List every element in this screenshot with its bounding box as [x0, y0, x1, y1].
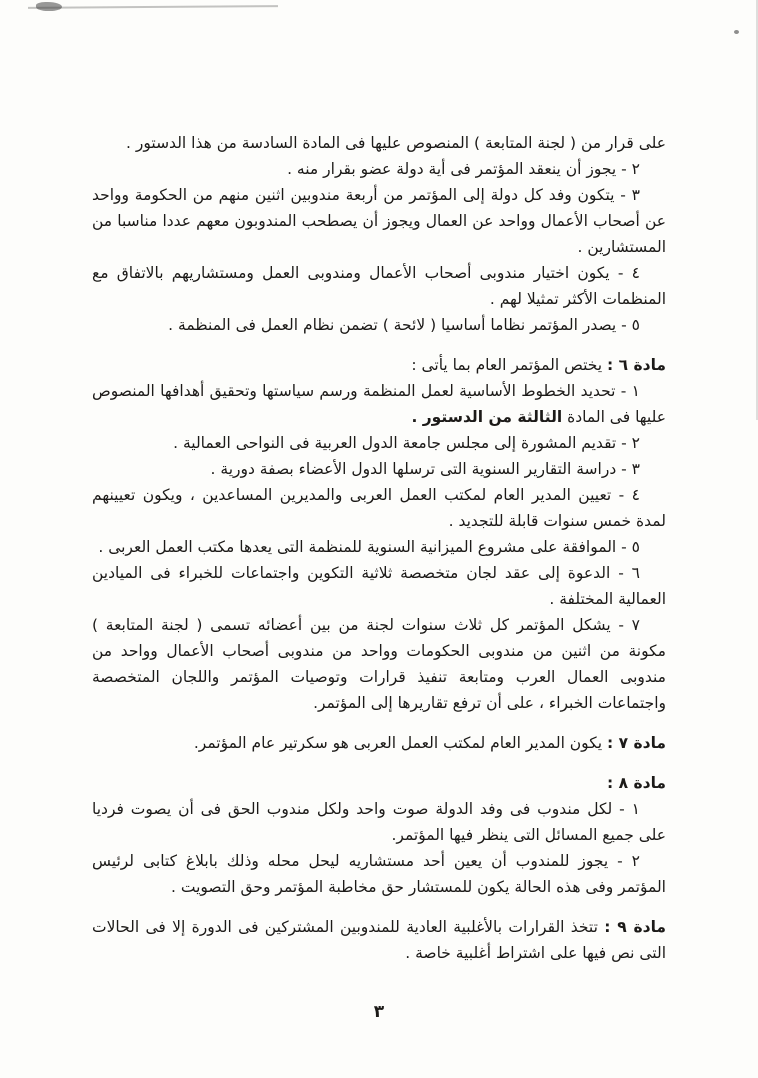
- paragraph-text: ٧ - يشكل المؤتمر كل ثلاث سنوات لجنة من بين أعضائه تسمى ( لجنة المتابعة ) مكونة من اثنين من مندوبى الحكومات وواحد من مندوبى أصحاب الأعمال وواحد من مندوبى العمال العرب ومتابعة تنفيذ قرارات وتوصيات المؤتمر واللجان المتخصصة واجتماعات الخبراء ، على أن ترفع تقاريرها إلى المؤتمر.: [92, 616, 666, 712]
- paragraph-text: ٥ - يصدر المؤتمر نظاما أساسيا ( لائحة ) تضمن نظام العمل فى المنظمة .: [168, 316, 640, 334]
- article-number: مادة ٨ :: [607, 774, 666, 792]
- article-number: مادة ٩ :: [604, 918, 666, 936]
- paragraph-text: ١ - لكل مندوب فى وفد الدولة صوت واحد ولكل مندوب الحق فى أن يصوت فرديا على جميع المسائل التى ينظر فيها المؤتمر.: [92, 800, 666, 844]
- paragraph-text: ٢ - تقديم المشورة إلى مجلس جامعة الدول العربية فى النواحى العمالية .: [173, 434, 640, 452]
- paragraph-text: يكون المدير العام لمكتب العمل العربى هو سكرتير عام المؤتمر.: [193, 734, 607, 752]
- paragraph-text: ٤ - تعيين المدير العام لمكتب العمل العربى والمديرين المساعدين ، ويكون تعيينهم لمدة خمس سنوات قابلة للتجديد .: [92, 486, 666, 530]
- list-item: [92, 156, 666, 182]
- paragraph-text: ٢ - يجوز أن ينعقد المؤتمر فى أية دولة عضو بقرار منه .: [287, 160, 640, 178]
- paragraph-text: ٢ - يجوز للمندوب أن يعين أحد مستشاريه ليحل محله وذلك بابلاغ كتابى لرئيس المؤتمر وفى هذه الحالة يكون للمستشار حق مخاطبة المؤتمر وحق التصويت .: [92, 852, 666, 896]
- paragraph-text: ٤ - يكون اختيار مندوبى أصحاب الأعمال ومندوبى العمل ومستشاريهم بالاتفاق مع المنظمات الأكثر تمثيلا لهم .: [92, 264, 666, 308]
- paragraph-text: ٥ - الموافقة على مشروع الميزانية السنوية للمنظمة التى يعدها مكتب العمل العربى .: [98, 538, 640, 556]
- list-item: [92, 612, 666, 716]
- article-8-heading: [92, 770, 666, 796]
- paragraph-bold-text: الثالثة من الدستور .: [411, 408, 563, 426]
- scan-artifact-corner-mark: [36, 2, 62, 11]
- list-item: [92, 796, 666, 848]
- paragraph-text: تتخذ القرارات بالأغلبية العادية للمندوبين المشتركين فى الدورة إلا فى الحالات التى نص فيها على اشتراط أغلبية خاصة .: [92, 918, 666, 962]
- article-number: مادة ٦ :: [607, 356, 666, 374]
- list-item: [92, 430, 666, 456]
- paragraph-text: ٦ - الدعوة إلى عقد لجان متخصصة ثلاثية التكوين واجتماعات للخبراء فى الميادين العمالية المختلفة .: [92, 564, 666, 608]
- paragraph-text: على قرار من ( لجنة المتابعة ) المنصوص عليها فى المادة السادسة من هذا الدستور .: [126, 134, 666, 152]
- article-6-heading: [92, 352, 666, 378]
- document-text-block: [92, 130, 666, 966]
- list-item: [92, 378, 666, 430]
- paragraph-text: ٣ - دراسة التقارير السنوية التى ترسلها الدول الأعضاء بصفة دورية .: [210, 460, 640, 478]
- scan-artifact-top-line: [28, 5, 278, 9]
- article-9-heading: [92, 914, 666, 966]
- paragraph-text: يختص المؤتمر العام بما يأتى :: [411, 356, 607, 374]
- article-number: مادة ٧ :: [607, 734, 666, 752]
- scan-artifact-dot: [734, 30, 739, 34]
- list-item: [92, 560, 666, 612]
- paragraph-text: ١ - تحديد الخطوط الأساسية لعمل المنظمة ورسم سياستها وتحقيق أهدافها المنصوص عليها فى المادة: [92, 382, 666, 426]
- list-item: [92, 482, 666, 534]
- list-item: [92, 260, 666, 312]
- list-item: [92, 312, 666, 338]
- continuation-paragraph: [92, 130, 666, 156]
- list-item: [92, 848, 666, 900]
- paragraph-text: ٣ - يتكون وفد كل دولة إلى المؤتمر من أربعة مندوبين اثنين منهم من الحكومة وواحد عن أصحاب الأعمال وواحد عن العمال ويجوز أن يصطحب المندوبون معهم عددا مناسبا من المستشارين .: [92, 186, 666, 256]
- list-item: [92, 534, 666, 560]
- list-item: [92, 182, 666, 260]
- page-number: ٣: [373, 1002, 385, 1022]
- list-item: [92, 456, 666, 482]
- article-7-heading: [92, 730, 666, 756]
